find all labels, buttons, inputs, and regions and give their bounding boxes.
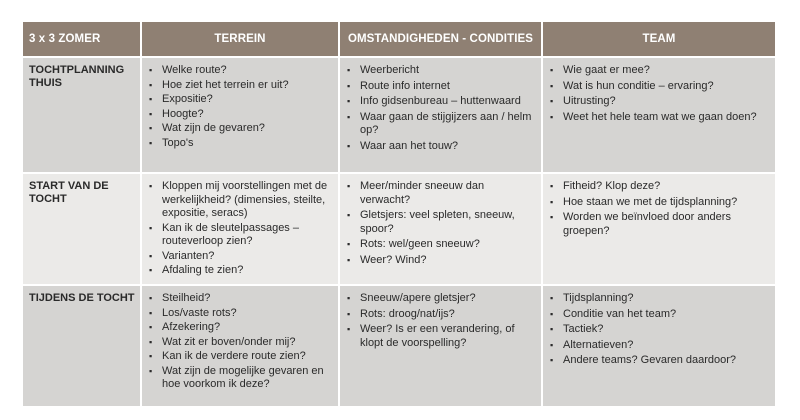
bullet-icon: ▪: [550, 181, 554, 191]
bullet-icon: ▪: [149, 222, 153, 233]
list-item: [147, 79, 334, 93]
list-item-text: Kan ik de sleutelpassages – routeverloop zien?: [162, 221, 299, 247]
bullet-icon: ▪: [550, 293, 554, 303]
list-item-text: Andere teams? Gevaren daardoor?: [563, 354, 737, 366]
bullet-icon: ▪: [347, 80, 351, 91]
terrain-list: [147, 292, 334, 392]
conditions-list: [345, 64, 537, 153]
list-item: [147, 93, 334, 107]
bullet-icon: ▪: [550, 339, 554, 350]
list-item: [147, 250, 334, 264]
bullet-icon: ▪: [149, 336, 153, 347]
list-item-text: Conditie van het team?: [563, 307, 677, 320]
list-item-text: Los/vaste rots?: [162, 306, 237, 319]
bullet-icon: ▪: [149, 250, 153, 261]
bullet-icon: ▪: [149, 65, 153, 75]
row-label: START VAN DE TOCHT: [23, 174, 140, 284]
bullet-icon: ▪: [347, 324, 351, 334]
list-item-text: Weet het hele team wat we gaan doen?: [563, 110, 757, 123]
row-label: TIJDENS DE TOCHT: [23, 286, 140, 406]
list-item-text: Wat zit er boven/onder mij?: [162, 335, 296, 348]
list-item: [345, 64, 537, 78]
list-item: [147, 137, 334, 151]
list-item: [548, 95, 771, 109]
bullet-icon: ▪: [347, 210, 351, 220]
list-item-text: Kan ik de verdere route zien?: [162, 350, 306, 362]
list-item-text: Tijdsplanning?: [563, 292, 634, 304]
bullet-icon: ▪: [347, 181, 351, 191]
list-item: [548, 308, 771, 322]
header-team: TEAM: [543, 22, 775, 56]
bullet-icon: ▪: [550, 196, 554, 207]
list-item-text: Tactiek?: [563, 323, 604, 335]
list-item-text: Wie gaat er mee?: [563, 64, 650, 76]
bullet-icon: ▪: [347, 140, 351, 151]
terrain-cell: [142, 58, 338, 172]
list-item: [345, 140, 537, 154]
list-item-text: Wat zijn de gevaren?: [162, 122, 265, 134]
list-item: [147, 307, 334, 321]
list-item-text: Hoogte?: [162, 107, 204, 120]
list-item-text: Alternatieven?: [563, 338, 634, 351]
list-item: [548, 292, 771, 306]
list-item-text: Waar aan het touw?: [360, 139, 459, 152]
team-cell: [543, 58, 775, 172]
list-item-text: Route info internet: [360, 79, 450, 92]
list-item: [147, 292, 334, 306]
team-list: [548, 180, 771, 238]
list-item-text: Expositie?: [162, 93, 213, 105]
list-item: [548, 111, 771, 125]
list-item: [345, 111, 537, 138]
list-item-text: Sneeuw/apere gletsjer?: [360, 292, 476, 304]
terrain-cell: [142, 174, 338, 284]
list-item: [147, 350, 334, 364]
list-item-text: Steilheid?: [162, 292, 211, 304]
bullet-icon: ▪: [149, 351, 153, 361]
bullet-icon: ▪: [149, 365, 153, 376]
row-label: TOCHTPLANNING THUIS: [23, 58, 140, 172]
bullet-icon: ▪: [347, 239, 351, 249]
bullet-icon: ▪: [347, 96, 351, 106]
list-item-text: Wat is hun conditie – ervaring?: [563, 79, 714, 92]
list-item-text: Afdaling te zien?: [162, 264, 244, 276]
list-item-text: Welke route?: [162, 64, 227, 76]
list-item: [548, 196, 771, 210]
list-item: [548, 180, 771, 194]
bullet-icon: ▪: [550, 324, 554, 334]
conditions-list: [345, 180, 537, 267]
bullet-icon: ▪: [550, 308, 554, 319]
header-row: [23, 22, 775, 56]
bullet-icon: ▪: [149, 123, 153, 133]
bullet-icon: ▪: [149, 307, 153, 318]
bullet-icon: ▪: [149, 265, 153, 275]
list-item-text: Weerbericht: [360, 64, 420, 76]
header-terrain: TERREIN: [142, 22, 338, 56]
list-item-text: Hoe ziet het terrein er uit?: [162, 78, 289, 91]
list-item: [345, 323, 537, 350]
list-item: [345, 80, 537, 94]
bullet-icon: ▪: [149, 137, 153, 148]
bullet-icon: ▪: [149, 293, 153, 303]
list-item: [147, 321, 334, 335]
table-row: [23, 286, 775, 406]
bullet-icon: ▪: [347, 293, 351, 303]
header-conditions: OMSTANDIGHEDEN - CONDITIES: [340, 22, 541, 56]
list-item-text: Rots: wel/geen sneeuw?: [360, 238, 480, 250]
list-item: [147, 122, 334, 136]
bullet-icon: ▪: [550, 96, 554, 106]
terrain-cell: [142, 286, 338, 406]
conditions-cell: [340, 58, 541, 172]
list-item: [147, 222, 334, 249]
list-item-text: Uitrusting?: [563, 95, 616, 107]
list-item-text: Varianten?: [162, 249, 215, 262]
list-item: [147, 365, 334, 392]
list-item: [147, 108, 334, 122]
list-item: [345, 209, 537, 236]
list-item-text: Afzekering?: [162, 321, 221, 333]
list-item-text: Rots: droog/nat/ijs?: [360, 307, 455, 320]
list-item-text: Gletsjers: veel spleten, sneeuw, spoor?: [360, 209, 515, 235]
conditions-list: [345, 292, 537, 350]
conditions-cell: [340, 286, 541, 406]
bullet-icon: ▪: [550, 212, 554, 222]
list-item-text: Weer? Is er een verandering, of klopt de voorspelling?: [360, 323, 515, 349]
list-item: [147, 64, 334, 78]
bullet-icon: ▪: [550, 65, 554, 75]
bullet-icon: ▪: [550, 111, 554, 122]
planning-table: [21, 20, 777, 408]
bullet-icon: ▪: [347, 254, 351, 265]
bullet-icon: ▪: [550, 355, 554, 365]
list-item-text: Info gidsenbureau – huttenwaard: [360, 95, 521, 107]
list-item: [147, 180, 334, 221]
list-item: [345, 308, 537, 322]
bullet-icon: ▪: [347, 308, 351, 319]
table-row: [23, 58, 775, 172]
list-item: [548, 80, 771, 94]
table-row: [23, 174, 775, 284]
team-cell: [543, 286, 775, 406]
terrain-list: [147, 64, 334, 150]
list-item: [345, 95, 537, 109]
list-item-text: Fitheid? Klop deze?: [563, 180, 661, 192]
list-item-text: Hoe staan we met de tijdsplanning?: [563, 195, 738, 208]
list-item: [345, 254, 537, 268]
list-item: [548, 339, 771, 353]
list-item-text: Worden we beïnvloed door anders groepen?: [563, 211, 731, 237]
list-item: [548, 354, 771, 368]
list-item-text: Topo's: [162, 136, 194, 149]
team-list: [548, 292, 771, 368]
header-season: 3 x 3 ZOMER: [23, 22, 140, 56]
list-item-text: Meer/minder sneeuw dan verwacht?: [360, 180, 485, 206]
list-item-text: Kloppen mij voorstellingen met de werkelijkheid? (dimensies, steilte, expositie, seracs): [162, 180, 328, 219]
list-item: [345, 180, 537, 207]
bullet-icon: ▪: [149, 322, 153, 332]
bullet-icon: ▪: [347, 111, 351, 122]
list-item-text: Waar gaan de stijgijzers aan / helm op?: [360, 110, 532, 136]
bullet-icon: ▪: [347, 65, 351, 75]
list-item-text: Wat zijn de mogelijke gevaren en hoe voorkom ik deze?: [162, 364, 324, 390]
bullet-icon: ▪: [550, 80, 554, 91]
list-item: [147, 336, 334, 350]
list-item: [548, 323, 771, 337]
bullet-icon: ▪: [149, 79, 153, 90]
bullet-icon: ▪: [149, 94, 153, 104]
list-item: [147, 264, 334, 278]
team-cell: [543, 174, 775, 284]
bullet-icon: ▪: [149, 181, 153, 191]
list-item: [345, 292, 537, 306]
list-item: [345, 238, 537, 252]
list-item-text: Weer? Wind?: [360, 253, 427, 266]
list-item: [548, 211, 771, 238]
team-list: [548, 64, 771, 124]
terrain-list: [147, 180, 334, 278]
conditions-cell: [340, 174, 541, 284]
list-item: [548, 64, 771, 78]
bullet-icon: ▪: [149, 108, 153, 119]
